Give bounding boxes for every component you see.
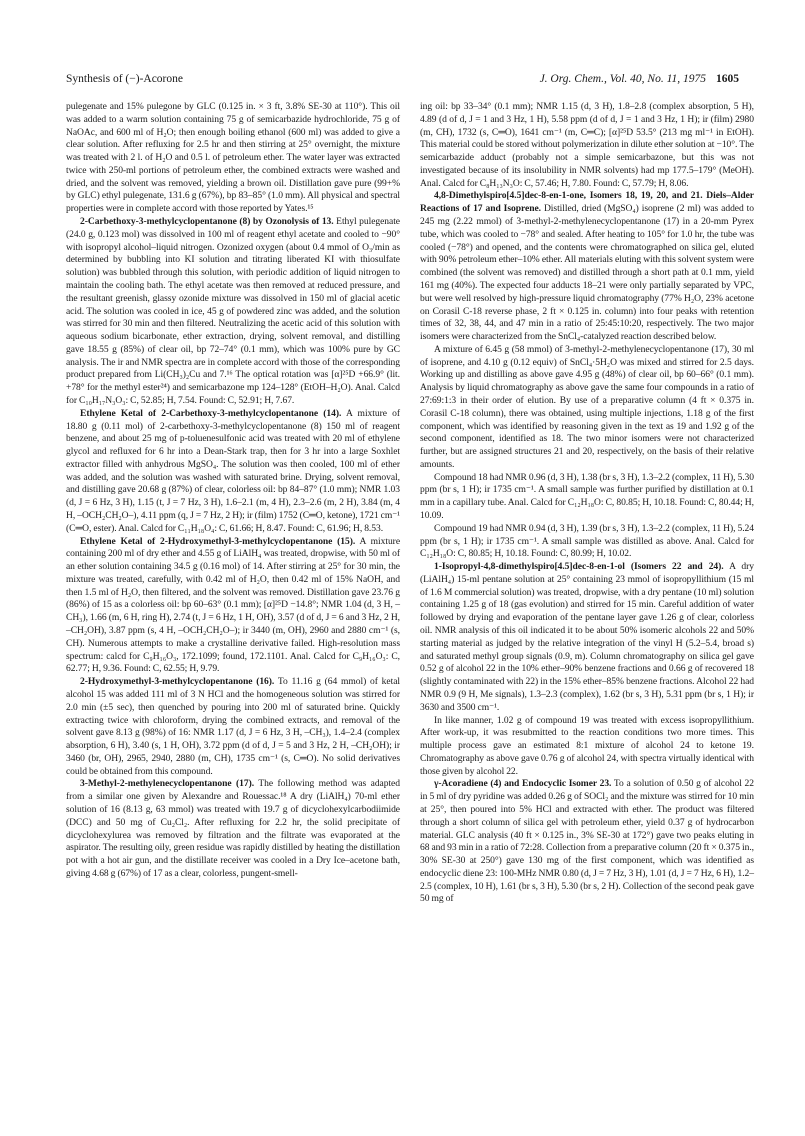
page-number: 1605	[716, 73, 739, 85]
paragraph	[420, 523, 754, 561]
paragraph	[420, 190, 754, 343]
paragraph-text: The following method was adapted from a similar one given by Alexandre and Rouessac.¹⁸ A dry (LiAlH₄) 70-ml ether solution of 16 (8.13 g, 63 mmol) was treated with 19.7 g of dicyclohexylcarbodiimide (DCC) and 50 mg of Cu₂Cl₂. After refluxing for 2.2 hr, the solid precipitate of dicyclohexylurea was removed by filtration and the filtrate was evaporated at the aspirator. The resulting oily, green residue was rapidly distilled by heating the distillation pot with a hot air gun, and the distillate receiver was cooled in a Dry Ice–acetone bath, giving 4.68 g (67%) of 17 as a clear, colorless, pungent-smell-	[66, 778, 400, 879]
section-heading: 4,8-Dimethylspiro[4.5]dec-8-en-1-one, Isomers 18, 19, 20, and 21. Diels–Alder Reactions of 17 and Isoprene.	[420, 190, 754, 215]
paragraph-text: ing oil: bp 33–34° (0.1 mm); NMR 1.15 (d, 3 H), 1.8–2.8 (complex absorption, 5 H), 4.89 (d of d, J = 1 and 3 Hz, 1 H), 5.58 ppm (d of d, J = 1 and 3 Hz, 1 H); ir (film) 2980 (m, CH), 1732 (s, C═O), 1641 cm⁻¹ (m, C═C); [α]²⁵D 53.5° (213 mg ml⁻¹ in EtOH). This material could be stored without polymerization in dilute ether solution at −10°. The semicarbazide adduct (probably not a simple semicarbazone, but this was not investigated because of its insolubility in NMR solvents) had mp 177.5–179° (MeOH). Anal. Calcd for C₈H₁₃N₃O: C, 57.46; H, 7.80. Found: C, 57.79; H, 8.06.	[420, 101, 754, 189]
paragraph-text: In like manner, 1.02 g of compound 19 was treated with excess isopropyllithium. After work-up, it was resubmitted to the reaction conditions two more times. This multiple process gave an estimated 8:1 mixture of alcohol 24 to ketone 19. Chromatography as above gave 0.76 g of alcohol 24, with spectra virtually identical with those given by alcohol 22.	[420, 714, 754, 777]
section-heading: 2-Hydroxymethyl-3-methylcyclopentanone (16).	[80, 676, 275, 688]
journal-reference: J. Org. Chem., Vol. 40, No. 11, 1975	[539, 73, 706, 85]
section-heading: 1-Isopropyl-4,8-dimethylspiro[4.5]dec-8-en-1-ol (Isomers 22 and 24).	[434, 561, 724, 573]
paragraph-text: To a solution of 0.50 g of alcohol 22 in 5 ml of dry pyridine was added 0.26 g of SOCl₂ and the mixture was stirred for 10 min at 25°, then poured into 5% HCl and extracted with ether. The product was filtered through a short column of silica gel with petroleum ether, yield 0.37 g of hydrocarbon material. GLC analysis (40 ft × 0.125 in., 3% SE-30 at 172°) gave two peaks eluting in 68 and 93 min in a ratio of 72:28. Collection from a preparative column (20 ft × 0.375 in., 30% SE-30 at 250°) gave 130 mg of the first component, which was identified as endocyclic diene 23: 100-MHz NMR 0.80 (d, J = 7 Hz, 3 H), 1.01 (d, J = 7 Hz, 6 H), 1.2–2.5 (complex, 10 H), 1.61 (br s, 3 H), 5.30 (br s, 2 H). Collection of the second peak gave 50 mg of	[420, 778, 754, 905]
paragraph	[420, 472, 754, 523]
section-heading: Ethylene Ketal of 2-Hydroxymethyl-3-methylcyclopentanone (15).	[80, 535, 356, 547]
paragraph	[66, 778, 400, 880]
paragraph-text: pulegenate and 15% pulegone by GLC (0.125 in. × 3 ft, 3.8% SE-30 at 110°). This oil was added to a warm solution containing 75 g of semicarbazide hydrochloride, 75 g of NaOAc, and 600 ml of H₂O; then enough boiling ethanol (600 ml) was added to give a clear solution. After refluxing for 2.5 hr and then stirring at 25° overnight, the mixture was treated with 2 l. of H₂O and 0.5 l. of petroleum ether. The water layer was extracted twice with 250-ml portions of petroleum ether, the combined extracts were washed and dried, and the solvent was removed, yielding a brown oil. Distillation gave pure (99+% by GLC) ethyl pulegenate, 131.6 g (67%), bp 83–85° (1.0 mm). All physical and spectral properties were in complete accord with those reported by Yates.¹⁵	[66, 101, 400, 215]
paragraph	[66, 536, 400, 677]
section-heading: 2-Carbethoxy-3-methylcyclopentanone (8) by Ozonolysis of 13.	[80, 216, 334, 228]
section-heading: γ-Acoradiene (4) and Endocyclic Isomer 23.	[434, 778, 612, 790]
left-column	[66, 101, 400, 881]
paragraph-text: Compound 19 had NMR 0.94 (d, 3 H), 1.39 (br s, 3 H), 1.3–2.2 (complex, 11 H), 5.24 ppm (br s, 1 H); ir 1735 cm⁻¹. A small sample was distilled as above. Anal. Calcd for C₁₂H₁₈O: C, 80.85; H, 10.18. Found: C, 80.99; H, 10.02.	[420, 522, 754, 560]
paragraph-text: A mixture of 18.80 g (0.11 mol) of 2-carbethoxy-3-methylcyclopentanone (8) 150 ml of reagent benzene, and about 25 mg of p-toluenesulfonic acid was treated with 20 ml of ethylene glycol and refluxed for 6 hr into a Dean-Stark trap, then for 3 hr into a large Soxhlet extractor filled with anhydrous MgSO₄. The solution was then cooled, 100 ml of ether was added, and the solution was washed with saturated brine. Drying, solvent removal, and distilling gave 20.68 g (87%) of clear, colorless oil: bp 84–87° (1.0 mm); NMR 1.03 (d, J = 6 Hz, 3 H), 1.15 (t, J = 7 Hz, 3 H), 1.6–2.1 (m, 4 H), 2.3–2.6 (m, 2 H), 3.84 (m, 4 H, –OCH₂CH₂O–), 4.11 ppm (q, J = 7 Hz, 2 H); ir (film) 1752 (C═O, ketone), 1721 cm⁻¹ (C═O, ester). Anal. Calcd for C₁₁H₁₈O₄: C, 61.66; H, 8.47. Found: C, 61.96; H, 8.53.	[66, 407, 400, 534]
running-title: Synthesis of (−)-Acorone	[66, 73, 183, 85]
paragraph	[420, 715, 754, 779]
section-heading: 3-Methyl-2-methylenecyclopentanone (17).	[80, 778, 255, 790]
paragraph-text: Distilled, dried (MgSO₄) isoprene (2 ml) was added to 245 mg (2.22 mmol) of 3-methyl-2-methylenecyclopentanone (17) in a 20-mm Pyrex tube, which was cooled to −78° and sealed. After heating to 105° for 1.0 hr, the tube was cooled (−78°) and opened, and the contents were chromatographed on silica gel, eluted with 90% petroleum ether–10% ether. All materials eluting with this solvent system were combined (the solvent was removed) and distilled through a short path at 0.1 mm, yield 161 mg (40%). The expected four adducts 18–21 were only partially separated by VPC, but were well resolved by high-pressure liquid chromatography (77% H₂O, 23% acetone on Corasil C-18 reverse phase, 2 ft × 0.125 in. column) into four peaks with retention times of 32, 38, 44, and 47 min in a ratio of 25:45:10:20, respectively. The two major isomers were characterized from the SnCl₄-catalyzed reaction described below.	[420, 203, 755, 343]
paragraph	[66, 216, 400, 408]
paragraph	[66, 676, 400, 778]
paragraph-text: To 11.16 g (64 mmol) of ketal alcohol 15 was added 111 ml of 3 N HCl and the homogeneous solution was stirred for 2.0 min (±5 sec), then quenched by pouring into 200 ml of saturated brine. Quickly extracting twice with chloroform, drying the combined extracts, and removal of the solvent gave 8.13 g (98%) of 16: NMR 1.17 (d, J = 6 Hz, 3 H, –CH₃), 1.4–2.4 (complex absorption, 6 H), 3.40 (s, 1 H, OH), 3.72 ppm (d of d, J = 5 and 3 Hz, 2 H, –CH₂OH); ir 3460 (br, OH), 2965, 2940, 2880 (m, CH), 1735 cm⁻¹ (s, C═O). No solid derivatives could be obtained from this compound.	[66, 676, 400, 777]
paragraph	[420, 344, 754, 472]
paragraph	[66, 101, 400, 216]
paragraph	[420, 778, 754, 906]
paragraph-text: A mixture containing 200 ml of dry ether and 4.55 g of LiAlH₄ was treated, dropwise, with 50 ml of an ether solution containing 34.5 g (0.16 mol) of 14. After stirring at 25° for 30 min, the mixture was treated, carefully, with 0.42 ml of H₂O, then 0.42 ml of 15% NaOH, and then 1.5 ml of H₂O, then filtered, and the solvent was removed. Distillation gave 23.76 g (86%) of 15 as a colorless oil: bp 60–63° (0.1 mm); [α]²⁵D −14.8°; NMR 1.04 (d, 3 H, –CH₃), 1.66 (m, 6 H, ring H), 2.74 (t, J = 6 Hz, 1 H, OH), 3.57 (d of d, J = 6 and 3 Hz, 2 H, –CH₂OH), 3.87 ppm (s, 4 H, –OCH₂CH₂O–); ir 3440 (m, OH), 2960 and 2880 cm⁻¹ (s, CH). Numerous attempts to make a crystalline derivative failed. High-resolution mass spectrum: calcd for C₉H₁₆O₃, 172.1099; found, 172.1101. Anal. Calcd for C₉H₁₆O₃: C, 62.77; H, 9.36. Found: C, 62.55; H, 9.79.	[66, 535, 401, 675]
paragraph	[420, 101, 754, 190]
right-column	[420, 101, 754, 906]
paragraph-text: Compound 18 had NMR 0.96 (d, 3 H), 1.38 (br s, 3 H), 1.3–2.2 (complex, 11 H), 5.30 ppm (br s, 1 H); ir 1735 cm⁻¹. A small sample was further purified by distillation at 0.1 mm in a capillary tube. Anal. Calcd for C₁₂H₁₈O: C, 80.85; H, 10.18. Found: C, 80.44; H, 10.09.	[420, 471, 754, 521]
journal-citation	[540, 72, 739, 86]
section-heading: Ethylene Ketal of 2-Carbethoxy-3-methylcyclopentanone (14).	[80, 407, 342, 419]
paragraph	[420, 561, 754, 714]
paragraph	[66, 408, 400, 536]
paragraph-text: A mixture of 6.45 g (58 mmol) of 3-methyl-2-methylenecyclopentanone (17), 30 ml of isoprene, and 4.10 g (0.12 equiv) of SnCl₄·5H₂O was mixed and stirred for 2.5 days. Working up and distilling as above gave 4.95 g (48%) of clear oil, bp 60–66° (0.1 mm). Analysis by liquid chromatography as above gave the same four compounds in a ratio of 27:69:1:3 in their order of elution. By use of a preparative column (4 ft × 0.375 in. Corasil C-18 column), there was obtained, using multiple injections, 1.18 g of the first component, which was identified by reasoning given in the text as 19 and 1.92 g of the second component, identified as 18. The two minor isomers were not characterized further, but are assigned structures 21 and 20, respectively, on the basis of their relative amounts.	[420, 343, 754, 470]
paragraph-text: A dry (LiAlH₄) 15-ml pentane solution at 25° containing 23 mmol of isopropyllithium (15 ml of 1.6 M commercial solution) was treated, dropwise, with a dry pentane (10 ml) solution containing 1.25 g of 18 (gas evolution) and stirred for 15 min. Careful addition of water followed by drying and evaporation of the pentane layer gave 1.26 g of clear, colorless oil. NMR analysis of this oil indicated it to be about 50% isomeric alcohols 22 and 50% starting material as judged by the relative integration of the vinyl H (5.2–5.4, broad s) and saturated methyl group signals (0.9, m). Column chromatography on silica gel gave 0.52 g of alcohol 22 in the 10% ether–90% benzene fractions and 0.66 g of recovered 18 (slightly contaminated with 22) in the 15% ether–85% benzene fractions. Alcohol 22 had NMR 0.9 (9 H, Me signals), 1.3–2.3 (complex), 1.62 (br s, 3 H), 5.31 ppm (br s, 1 H); ir 3630 and 3500 cm⁻¹.	[420, 561, 754, 713]
running-head	[66, 72, 739, 88]
paragraph-text: Ethyl pulegenate (24.0 g, 0.123 mol) was dissolved in 100 ml of reagent ethyl acetate and cooled to −90° with isopropyl alcohol–liquid nitrogen. Ozonized oxygen (about 0.4 mmol of O₃/min as determined by bubbling into KI solution and titrating liberated KI with thiosulfate solution) was bubbled through this solution, with periodic addition of liquid nitrogen to maintain the cooling bath. The ethyl acetate was then removed at reduced pressure, and the resultant greenish, glassy ozonide mixture was dissolved in 150 ml of glacial acetic acid. The solution was cooled in ice, 45 g of powdered zinc was added, and the solution was stirred for 30 min and then filtered. Neutralizing the acetic acid of this solution with aqueous sodium bicarbonate, ether extraction, drying, solvent removal, and distilling gave 18.55 g (85%) of clear oil, bp 72–74° (0.1 mm), which was 100% pure by GC analysis. The ir and NMR spectra are in complete accord with those of the corresponding product prepared from Li(CH₃)₂Cu and 7.¹⁶ The optical rotation was [α]²⁵D +66.9° (lit. +78° for the methyl ester²⁴) and semicarbazone mp 124–128° (EtOH–H₂O). Anal. Calcd for C₁₀H₁₇N₃O₃: C, 52.85; H, 7.54. Found: C, 52.91; H, 7.67.	[66, 216, 400, 406]
